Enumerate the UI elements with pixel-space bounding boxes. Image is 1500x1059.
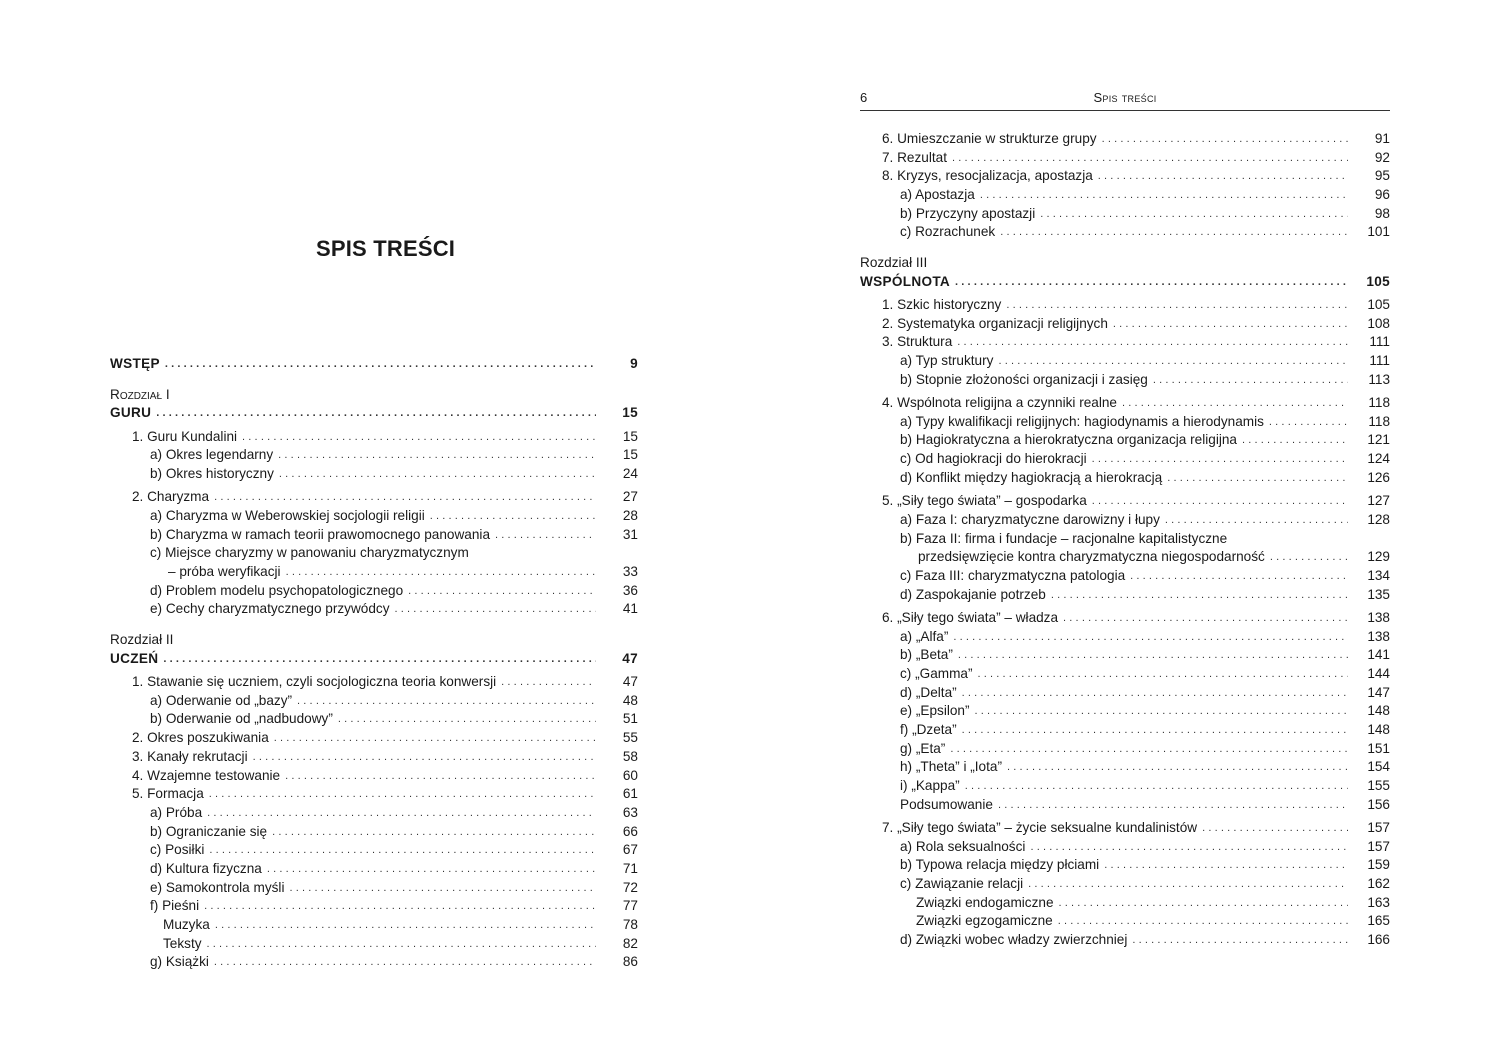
toc-entry[interactable]: 6. Umieszczanie w strukturze grupy ..... 91 bbox=[860, 130, 1390, 149]
toc-entry[interactable]: 7. Rezultat ..... 92 bbox=[860, 149, 1390, 168]
toc-entry[interactable]: 4. Wspólnota religijna a czynniki realne ..... 118 bbox=[860, 394, 1390, 413]
toc-entry[interactable]: a) Okres legendarny ..... 15 bbox=[110, 446, 638, 465]
toc-entry[interactable]: a) Typy kwalifikacji religijnych: hagiodynamis a hierodynamis ..... 118 bbox=[860, 413, 1390, 432]
toc-entry[interactable]: c) Rozrachunek ..... 101 bbox=[860, 223, 1390, 242]
toc-entry[interactable]: c) Od hagiokracji do hierokracji ..... 124 bbox=[860, 450, 1390, 469]
toc-entry[interactable]: a) Faza I: charyzmatyczne darowizny i łupy ..... 128 bbox=[860, 511, 1390, 530]
toc-entry[interactable]: 5. „Siły tego świata” – gospodarka ..... 127 bbox=[860, 492, 1390, 511]
running-head-title: Spis treści bbox=[1093, 90, 1157, 105]
toc-entry[interactable]: 2. Charyzma ..... 27 bbox=[110, 488, 638, 507]
entry-page: 9 bbox=[630, 355, 638, 371]
toc-entry[interactable]: b) Hagiokratyczna a hierokratyczna organizacja religijna ..... 121 bbox=[860, 432, 1390, 451]
toc-entry[interactable]: b) Typowa relacja między płciami ..... 159 bbox=[860, 856, 1390, 875]
chapter-label: Rozdział I bbox=[110, 386, 170, 402]
toc-entry[interactable]: 8. Kryzys, resocjalizacja, apostazja ..... 95 bbox=[860, 167, 1390, 186]
toc-entry[interactable]: b) Okres historyczny ..... 24 bbox=[110, 465, 638, 484]
toc-entry[interactable]: 3. Struktura ..... 111 bbox=[860, 333, 1390, 352]
toc-entry[interactable]: 6. „Siły tego świata” – władza ..... 138 bbox=[860, 609, 1390, 628]
toc-entry[interactable]: a) Typ struktury ..... 111 bbox=[860, 352, 1390, 371]
page-number: 6 bbox=[860, 90, 868, 105]
toc-entry[interactable]: b) Ograniczanie się ..... 66 bbox=[110, 823, 638, 842]
toc-entry[interactable]: a) „Alfa” ..... 138 bbox=[860, 628, 1390, 647]
toc-entry-chapter[interactable] bbox=[110, 650, 638, 669]
toc-entry[interactable]: d) „Delta” ..... 147 bbox=[860, 684, 1390, 703]
entry-page: 15 bbox=[622, 405, 638, 421]
toc-entry[interactable]: b) Stopnie złożoności organizacji i zasięg ..... 113 bbox=[860, 371, 1390, 390]
toc-entry[interactable]: Podsumowanie ..... 156 bbox=[860, 796, 1390, 815]
toc-entry[interactable]: 3. Kanały rekrutacji ..... 58 bbox=[110, 748, 638, 767]
toc-entry[interactable]: c) „Gamma” ..... 144 bbox=[860, 665, 1390, 684]
toc-entry[interactable]: 1. Stawanie się uczniem, czyli socjologiczna teoria konwersji ..... 47 bbox=[110, 673, 638, 692]
toc-entry[interactable]: c) Miejsce charyzmy w panowaniu charyzmatycznym – próba weryfikacji ..... 33 bbox=[110, 544, 638, 581]
entry-title: UCZEŃ bbox=[110, 650, 159, 666]
toc-entry[interactable]: Związki egzogamiczne ..... 165 bbox=[860, 912, 1390, 931]
toc-entry[interactable]: a) Oderwanie od „bazy” ..... 48 bbox=[110, 692, 638, 711]
toc-entry[interactable]: i) „Kappa” ..... 155 bbox=[860, 777, 1390, 796]
toc-entry[interactable]: b) Przyczyny apostazji ..... 98 bbox=[860, 205, 1390, 224]
toc-entry[interactable]: a) Charyzma w Weberowskiej socjologii religii ..... 28 bbox=[110, 507, 638, 526]
entry-title: GURU bbox=[110, 405, 152, 421]
running-head bbox=[860, 88, 1390, 111]
toc-entry[interactable]: Muzyka ..... 78 bbox=[110, 916, 638, 935]
entry-title: WSPÓLNOTA bbox=[860, 273, 951, 289]
toc-entry-wstep[interactable] bbox=[110, 355, 638, 374]
toc-entry[interactable]: Teksty ..... 82 bbox=[110, 935, 638, 954]
toc-entry[interactable]: g) Książki ..... 86 bbox=[110, 953, 638, 972]
chapter-label: Rozdział II bbox=[110, 632, 174, 648]
toc-entry[interactable]: d) Problem modelu psychopatologicznego ..... 36 bbox=[110, 582, 638, 601]
toc-left bbox=[110, 355, 638, 972]
toc-entry[interactable]: b) Faza II: firma i fundacje – racjonalne kapitalistyczne przedsięwzięcie kontra charyzmatyczna niegospodarność ..... 129 bbox=[860, 530, 1390, 567]
leader-dots bbox=[165, 355, 596, 374]
toc-entry[interactable]: b) Charyzma w ramach teorii prawomocnego panowania ..... 31 bbox=[110, 526, 638, 545]
toc-entry[interactable]: 5. Formacja ..... 61 bbox=[110, 785, 638, 804]
left-page bbox=[110, 0, 638, 1059]
toc-title: SPIS TREŚCI bbox=[316, 236, 456, 261]
entry-page: 47 bbox=[622, 650, 638, 666]
toc-entry[interactable]: c) Faza III: charyzmatyczna patologia ..... 134 bbox=[860, 567, 1390, 586]
entry-title: WSTĘP bbox=[110, 355, 160, 371]
toc-entry[interactable]: 2. Systematyka organizacji religijnych ..... 108 bbox=[860, 315, 1390, 334]
toc-entry-chapter[interactable] bbox=[110, 404, 638, 423]
leader-dots bbox=[156, 404, 596, 423]
chapter-label: Rozdział III bbox=[860, 255, 928, 271]
toc-entry[interactable]: d) Związki wobec władzy zwierzchniej ..... 166 bbox=[860, 931, 1390, 950]
toc-entry[interactable]: c) Posiłki ..... 67 bbox=[110, 841, 638, 860]
toc-right bbox=[860, 130, 1390, 950]
toc-entry[interactable]: Związki endogamiczne ..... 163 bbox=[860, 894, 1390, 913]
leader-dots bbox=[163, 650, 596, 669]
leader-dots bbox=[955, 273, 1348, 292]
toc-entry[interactable]: b) „Beta” ..... 141 bbox=[860, 646, 1390, 665]
toc-entry[interactable]: b) Oderwanie od „nadbudowy” ..... 51 bbox=[110, 710, 638, 729]
toc-entry[interactable]: c) Zawiązanie relacji ..... 162 bbox=[860, 875, 1390, 894]
entry-page: 105 bbox=[1366, 273, 1390, 289]
toc-entry-chapter[interactable] bbox=[860, 273, 1390, 292]
toc-entry[interactable]: a) Rola seksualności ..... 157 bbox=[860, 838, 1390, 857]
toc-entry[interactable]: f) „Dzeta” ..... 148 bbox=[860, 721, 1390, 740]
toc-entry[interactable]: d) Konflikt między hagiokracją a hierokracją ..... 126 bbox=[860, 469, 1390, 488]
toc-entry[interactable]: 7. „Siły tego świata” – życie seksualne kundalinistów ..... 157 bbox=[860, 819, 1390, 838]
toc-entry[interactable]: 2. Okres poszukiwania ..... 55 bbox=[110, 729, 638, 748]
toc-entry[interactable]: e) Cechy charyzmatycznego przywódcy ..... 41 bbox=[110, 600, 638, 619]
toc-entry[interactable]: f) Pieśni ..... 77 bbox=[110, 897, 638, 916]
toc-entry[interactable]: e) Samokontrola myśli ..... 72 bbox=[110, 879, 638, 898]
toc-entry[interactable]: d) Zaspokajanie potrzeb ..... 135 bbox=[860, 586, 1390, 605]
toc-entry[interactable]: a) Apostazja ..... 96 bbox=[860, 186, 1390, 205]
toc-entry[interactable]: h) „Theta” i „Iota” ..... 154 bbox=[860, 758, 1390, 777]
right-page bbox=[860, 0, 1390, 1059]
toc-entry[interactable]: d) Kultura fizyczna ..... 71 bbox=[110, 860, 638, 879]
toc-entry[interactable]: e) „Epsilon” ..... 148 bbox=[860, 702, 1390, 721]
toc-entry[interactable]: 1. Guru Kundalini ..... 15 bbox=[110, 428, 638, 447]
toc-entry[interactable]: a) Próba ..... 63 bbox=[110, 804, 638, 823]
toc-entry[interactable]: 4. Wzajemne testowanie ..... 60 bbox=[110, 767, 638, 786]
toc-entry[interactable]: g) „Eta” ..... 151 bbox=[860, 740, 1390, 759]
toc-entry[interactable]: 1. Szkic historyczny ..... 105 bbox=[860, 296, 1390, 315]
